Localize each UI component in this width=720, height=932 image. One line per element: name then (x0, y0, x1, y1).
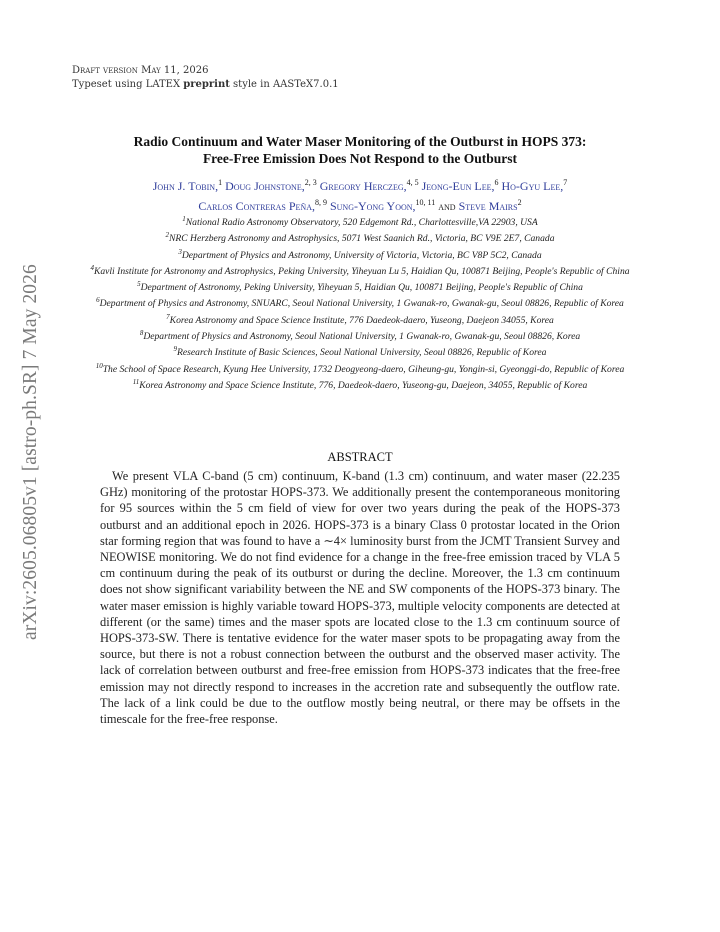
abstract-heading: ABSTRACT (327, 450, 393, 464)
affiliation: $^6$Department of Physics and Astronomy, SNUARC, Seoul National University, 1 Gwanak-ro, Gwanak-gu, Seoul 08826, Republic of Korea (96, 296, 624, 310)
author: Carlos Contreras Peña,$^{8, 9}$ (198, 197, 327, 213)
affiliation: $^1$National Radio Astronomy Observatory, 520 Edgemont Rd., Charlottesville,VA 22903, USA (182, 215, 538, 229)
affiliation-list (58, 213, 662, 392)
author: Ho-Gyu Lee,$^7$ (501, 178, 568, 193)
author: Gregory Herczeg,$^{4, 5}$ (319, 178, 419, 193)
title-line-1: Radio Continuum and Water Maser Monitoring of the Outburst in HOPS 373: (133, 134, 587, 149)
affiliation: $^8$Department of Physics and Astronomy, Seoul National University, 1 Gwanak-ro, Gwanak-gu, Seoul 08826, Korea (139, 328, 581, 343)
author: Doug Johnstone,$^{2, 3}$ (225, 178, 317, 193)
authors-and: and (438, 198, 456, 213)
affiliation: $^5$Department of Astronomy, Peking University, Yiheyuan 5, Haidian Qu, 100871 Beijing, People's Republic of China (137, 280, 583, 294)
affiliation: $^2$NRC Herzberg Astronomy and Astrophysics, 5071 West Saanich Rd., Victoria, BC V9E 2E7, Canada (165, 231, 555, 245)
draft-version-line: Draft version May 11, 2026 (72, 65, 209, 76)
affiliation: $^{11}$Korea Astronomy and Space Science Institute, 776, Daedeok-daero, Yuseong-gu, Daejeon, 34055, Republic of Korea (132, 377, 588, 391)
author: Steve Mairs$^2$ (458, 197, 522, 213)
title-line-2: Free-Free Emission Does Not Respond to the Outburst (202, 151, 518, 166)
typeset-line (72, 78, 339, 92)
author: Jeong-Eun Lee,$^6$ (421, 178, 499, 193)
preprint-header (72, 64, 339, 91)
typeset-suffix: style in AASTeX7.0.1 (229, 78, 339, 90)
abstract-text: We present VLA C-band (5 cm) continuum, K-band (1.3 cm) continuum, and water maser (22.235 GHz) monitoring of the protostar HOPS-373. We additionally present the contemporaneous monitoring for 95 sources within the 5 cm field of view for over two years during the peak of the HOPS-373 outburst and an additional epoch in 2026. HOPS-373 is a binary Class 0 protostar located in the Orion star forming region that was found to have a ∼4× luminosity burst from the JCMT Transient Survey and NEOWISE monitoring. We do not find evidence for a change in the free-free emission traced by VLA 5 cm continuum during the peak of its outburst or during the decline. Moreover, the 1.3 cm continuum does not show significant variability between the NE and SW components of the HOPS-373 binary. The water maser emission is highly variable toward HOPS-373, multiple velocity components are detected at different (or the same) times and the maser spots are located close to the 1.3 cm continuum source of HOPS-373-SW. There is tentative evidence for the water maser spots to be propagating away from the source, but there is not a robust connection between the outburst and the observed maser activity. The lack of correlation between outburst and free-free emission from HOPS-373 indicates that the free-free emission may not directly respond to increases in the accretion rate and subsequently the outflow rate. The lack of a link could be due to the outflow mostly being neutral, or there may be offsets in the timescale for the free-free response. (100, 469, 620, 727)
affiliation: $^9$Research Institute of Basic Sciences, Seoul National University, Seoul 08826, Republic of Korea (173, 345, 547, 359)
typeset-preprint: preprint (183, 78, 230, 90)
paper-title (60, 133, 660, 167)
affiliation: $^{10}$The School of Space Research, Kyung Hee University, 1732 Deogyeong-daero, Giheung-gu, Yongin-si, Gyeonggi-do, Republic of Korea (95, 361, 625, 375)
arxiv-identifier: arXiv:2605.06805v1 [astro-ph.SR] 7 May 2026 (20, 264, 41, 640)
author: John J. Tobin,$^1$ (152, 178, 223, 193)
latex-logo: LATEX (145, 78, 181, 90)
affiliation: $^3$Department of Physics and Astronomy, University of Victoria, Victoria, BC V8P 5C2, Canada (178, 247, 542, 261)
author: Sung-Yong Yoon,$^{10, 11}$ (329, 197, 436, 213)
typeset-prefix: Typeset using (72, 78, 146, 90)
author-list (40, 175, 680, 214)
affiliation: $^7$Korea Astronomy and Space Science Institute, 776 Daedeok-daero, Yuseong, Daejeon 34055, Korea (166, 312, 554, 326)
affiliation: $^4$Kavli Institute for Astronomy and Astrophysics, Peking University, Yiheyuan Lu 5, Haidian Qu, 100871 Beijing, People's Republic of China (90, 263, 630, 278)
